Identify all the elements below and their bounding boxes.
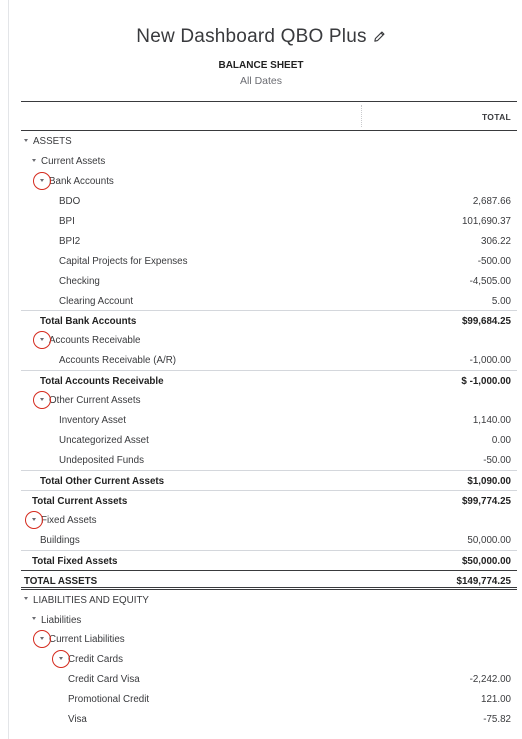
table-row xyxy=(21,709,517,729)
row-label xyxy=(59,236,80,247)
row-label xyxy=(40,476,164,487)
column-header xyxy=(21,101,517,131)
row-label xyxy=(32,556,117,567)
table-row xyxy=(21,350,517,370)
row-label-text: Fixed Assets xyxy=(41,514,97,526)
column-divider[interactable] xyxy=(361,105,362,127)
row-label-text: Other Current Assets xyxy=(49,395,141,407)
company-name xyxy=(0,26,522,48)
section-row xyxy=(21,629,517,649)
collapse-caret-icon[interactable] xyxy=(32,159,36,162)
row-label-text: Credit Cards xyxy=(68,654,123,666)
row-amount[interactable]: 50,000.00 xyxy=(467,534,511,546)
row-label xyxy=(32,156,105,167)
row-label xyxy=(59,196,80,207)
table-row xyxy=(21,530,517,550)
row-label xyxy=(59,435,149,446)
row-amount[interactable]: -1,000.00 xyxy=(469,355,511,367)
pencil-icon[interactable] xyxy=(373,30,386,43)
row-amount[interactable]: $149,774.25 xyxy=(456,575,511,587)
annotation-circle xyxy=(25,511,43,529)
section-row xyxy=(21,171,517,191)
row-amount[interactable]: 121.00 xyxy=(481,694,511,706)
row-label-text: Total Fixed Assets xyxy=(32,555,118,567)
table-row xyxy=(21,191,517,211)
row-label-text[interactable]: Inventory Asset xyxy=(59,415,126,427)
table-row xyxy=(21,410,517,430)
row-amount[interactable]: $ -1,000.00 xyxy=(461,376,511,388)
annotation-circle xyxy=(33,391,51,409)
row-amount[interactable]: $99,774.25 xyxy=(461,495,511,507)
row-label xyxy=(40,395,140,406)
total-row xyxy=(21,470,517,490)
table-row xyxy=(21,450,517,470)
section-row xyxy=(21,610,517,630)
section-row xyxy=(21,590,517,610)
annotation-circle xyxy=(52,650,70,668)
row-label-text: Total Current Assets xyxy=(32,495,128,507)
table-row xyxy=(21,271,517,291)
total-row xyxy=(21,490,517,510)
row-amount[interactable]: -75.82 xyxy=(483,714,511,726)
row-amount[interactable]: 306.22 xyxy=(481,235,511,247)
report-date-range: All Dates xyxy=(239,75,282,87)
row-label-text: Accounts Receivable xyxy=(49,335,141,347)
section-row xyxy=(21,131,517,151)
row-label xyxy=(40,634,125,645)
row-amount[interactable]: -500.00 xyxy=(477,255,511,267)
row-label-text[interactable]: Promotional Credit xyxy=(68,694,150,706)
row-label-text: Current Assets xyxy=(41,155,106,167)
row-label xyxy=(24,576,97,587)
row-amount[interactable]: 0.00 xyxy=(491,435,511,447)
row-label xyxy=(40,316,136,327)
company-name-text: New Dashboard QBO Plus xyxy=(136,26,367,47)
row-label xyxy=(59,296,133,307)
row-amount[interactable]: 2,687.66 xyxy=(472,195,511,207)
row-label-text: Current Liabilities xyxy=(49,634,125,646)
table-row xyxy=(21,669,517,689)
row-amount[interactable]: -4,505.00 xyxy=(469,275,511,287)
row-amount[interactable]: -50.00 xyxy=(483,455,511,466)
table-row xyxy=(21,231,517,251)
row-label-text: Total Other Current Assets xyxy=(40,475,165,487)
collapse-caret-icon[interactable] xyxy=(24,597,28,600)
annotation-circle xyxy=(33,172,51,190)
total-row xyxy=(21,310,517,330)
row-amount[interactable]: 101,690.37 xyxy=(461,215,511,227)
row-amount[interactable]: $1,090.00 xyxy=(467,475,511,487)
table-row xyxy=(21,251,517,271)
section-row xyxy=(21,649,517,669)
row-label-text[interactable]: Uncategorized Asset xyxy=(59,435,149,447)
report-title: BALANCE SHEET xyxy=(218,60,304,71)
balance-sheet-table xyxy=(21,101,517,729)
row-label xyxy=(59,216,75,227)
collapse-caret-icon[interactable] xyxy=(32,617,36,620)
row-label xyxy=(40,176,114,187)
row-label-text: LIABILITIES AND EQUITY xyxy=(33,594,149,606)
row-label-text[interactable]: Checking xyxy=(59,275,100,287)
row-label-text[interactable]: Capital Projects for Expenses xyxy=(59,255,188,267)
row-label xyxy=(24,595,149,606)
row-amount[interactable]: $99,684.25 xyxy=(461,316,511,328)
row-label xyxy=(59,415,126,426)
annotation-circle xyxy=(33,331,51,349)
row-label-text: TOTAL ASSETS xyxy=(24,575,98,587)
row-label xyxy=(68,714,87,725)
total-row xyxy=(21,570,517,590)
row-label xyxy=(68,674,140,685)
total-column-header[interactable]: TOTAL xyxy=(481,112,511,122)
table-row xyxy=(21,211,517,231)
table-body xyxy=(21,131,517,729)
row-label-text: Liabilities xyxy=(41,614,82,626)
left-border xyxy=(8,0,9,739)
total-row xyxy=(21,550,517,570)
row-label-text: Bank Accounts xyxy=(49,175,114,187)
row-label xyxy=(40,376,164,387)
row-label-text[interactable]: Undeposited Funds xyxy=(59,455,144,466)
row-label xyxy=(40,535,80,546)
row-label-text[interactable]: Visa xyxy=(68,714,87,726)
row-amount[interactable]: -2,242.00 xyxy=(469,674,511,686)
row-amount[interactable]: 5.00 xyxy=(491,295,511,307)
row-amount[interactable]: $50,000.00 xyxy=(461,555,511,567)
row-label xyxy=(59,276,100,287)
row-label-text: ASSETS xyxy=(33,136,72,147)
section-row xyxy=(21,510,517,530)
row-label xyxy=(32,496,127,507)
row-label-text[interactable]: BPI xyxy=(59,215,75,227)
annotation-circle xyxy=(33,630,51,648)
row-label xyxy=(68,694,149,705)
row-label xyxy=(24,136,72,147)
row-amount[interactable]: 1,140.00 xyxy=(472,415,511,427)
table-row xyxy=(21,430,517,450)
row-label-text: Total Bank Accounts xyxy=(40,316,137,328)
total-row xyxy=(21,370,517,390)
collapse-caret-icon[interactable] xyxy=(24,139,28,142)
row-label xyxy=(32,615,81,626)
row-label xyxy=(59,256,188,267)
table-row xyxy=(21,689,517,709)
row-label-text[interactable]: BDO xyxy=(59,195,81,207)
row-label-text[interactable]: BPI2 xyxy=(59,235,81,247)
row-label xyxy=(59,355,176,366)
row-label-text[interactable]: Credit Card Visa xyxy=(68,674,140,686)
row-label-text: Total Accounts Receivable xyxy=(40,376,164,388)
row-label-text[interactable]: Buildings xyxy=(40,534,80,546)
row-label xyxy=(59,455,144,466)
row-label-text[interactable]: Accounts Receivable (A/R) xyxy=(59,355,177,367)
row-label-text[interactable]: Clearing Account xyxy=(59,295,134,307)
section-row xyxy=(21,330,517,350)
section-row xyxy=(21,151,517,171)
table-row xyxy=(21,291,517,311)
row-label xyxy=(40,335,141,346)
section-row xyxy=(21,390,517,410)
